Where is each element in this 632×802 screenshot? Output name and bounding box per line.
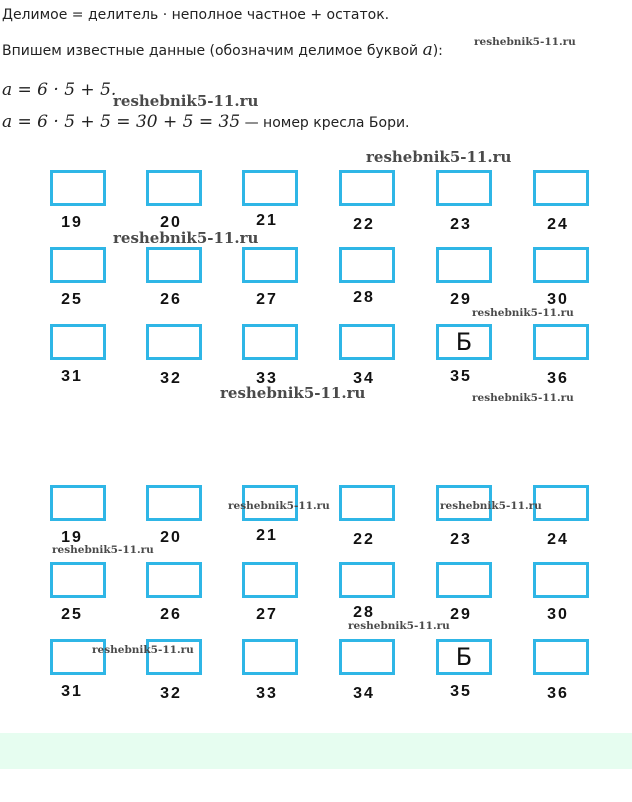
seat-box [146,485,202,521]
seat-box [146,247,202,283]
seat-number: 20 [160,214,182,231]
seat-box [533,639,589,675]
seat-number: 23 [450,216,472,233]
seat-box [242,562,298,598]
seat-box [339,562,395,598]
watermark: reshebnik5-11.ru [366,148,512,166]
seat-box [339,324,395,360]
seat-number: 35 [450,683,472,700]
seat-box [339,485,395,521]
seat-number: 28 [353,604,375,621]
seat-box [533,247,589,283]
seat-box [436,170,492,206]
seat-box [339,639,395,675]
watermark: reshebnik5-11.ru [472,307,574,319]
seat-box [242,170,298,206]
seat-number: 32 [160,370,182,387]
seat-box [50,324,106,360]
var-a: a [422,40,433,60]
seat-box [242,247,298,283]
seat-box [436,247,492,283]
seat-number: 21 [256,527,278,544]
seat-number: 36 [547,685,569,702]
watermark: reshebnik5-11.ru [92,644,194,656]
seat-number: 19 [61,214,83,231]
seat-number: 22 [353,216,375,233]
seat-number: 22 [353,531,375,548]
seat-number: 27 [256,606,278,623]
seat-number: 23 [450,531,472,548]
watermark: reshebnik5-11.ru [348,620,450,632]
watermark: reshebnik5-11.ru [220,384,366,402]
seat-box-marked: Б [436,324,492,360]
seat-number: 31 [61,368,83,385]
seat-box [50,170,106,206]
watermark: reshebnik5-11.ru [113,92,259,110]
seat-number: 36 [547,370,569,387]
formula-rule: Делимое = делитель · неполное частное + остаток. [2,7,390,23]
instruction-text: Впишем известные данные (обозначим делимое буквой [2,43,423,59]
seat-box [146,562,202,598]
seat-box [533,324,589,360]
seat-number: 25 [61,606,83,623]
equation-2: a = 6 · 5 + 5 = 30 + 5 = 35 [2,112,241,132]
seat-number: 27 [256,291,278,308]
instruction-line [2,40,443,60]
footer-band [0,733,632,769]
seat-number: 35 [450,368,472,385]
seat-number: 28 [353,289,375,306]
seat-box-marked: Б [436,639,492,675]
seat-box [242,639,298,675]
seat-number: 31 [61,683,83,700]
seat-number: 19 [61,529,83,546]
watermark: reshebnik5-11.ru [113,229,259,247]
seat-number: 26 [160,291,182,308]
seat-box [50,562,106,598]
seat-box [533,562,589,598]
seat-number: 25 [61,291,83,308]
watermark: reshebnik5-11.ru [474,36,576,48]
answer-text: — номер кресла Бори. [240,115,410,131]
equation-2-line [2,112,410,132]
seat-number: 26 [160,606,182,623]
seat-box [242,324,298,360]
seat-number: 30 [547,606,569,623]
seat-box [146,170,202,206]
seat-box [436,562,492,598]
instruction-end: ): [432,43,443,59]
seat-number: 29 [450,606,472,623]
seat-number: 34 [353,370,375,387]
seat-number: 21 [256,212,278,229]
watermark: reshebnik5-11.ru [228,500,330,512]
seat-number: 20 [160,529,182,546]
seat-number: 29 [450,291,472,308]
watermark: reshebnik5-11.ru [472,392,574,404]
seat-number: 30 [547,291,569,308]
seat-box [146,324,202,360]
seat-box [339,247,395,283]
seat-number: 24 [547,216,569,233]
seat-box [339,170,395,206]
seat-number: 32 [160,685,182,702]
seat-box [50,485,106,521]
seat-number: 33 [256,370,278,387]
seat-number: 24 [547,531,569,548]
seat-number: 34 [353,685,375,702]
seat-box [50,247,106,283]
equation-1: a = 6 · 5 + 5. [2,80,117,100]
watermark: reshebnik5-11.ru [52,544,154,556]
seat-number: 33 [256,685,278,702]
watermark: reshebnik5-11.ru [440,500,542,512]
seat-box [533,170,589,206]
